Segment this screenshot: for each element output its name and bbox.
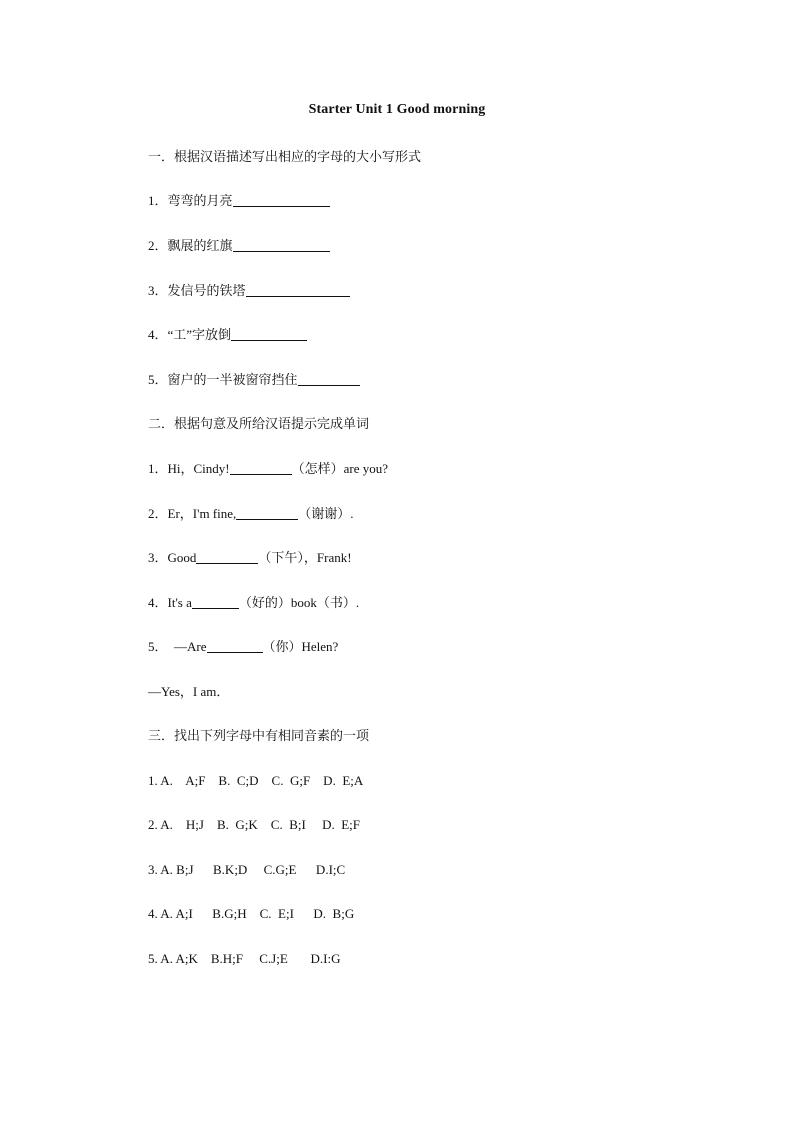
section2-item-2 <box>148 505 354 523</box>
answer-blank[interactable] <box>298 371 360 386</box>
section1-item-1 <box>148 192 330 210</box>
section3-item-1: 1. A. A;F B. C;D C. G;F D. E;A <box>148 773 364 788</box>
answer-blank[interactable] <box>207 638 263 653</box>
section3-heading: 三．找出下列字母中有相同音素的一项 <box>148 728 370 743</box>
item-text-after: （谢谢）. <box>298 506 354 521</box>
item-text-before: 1．Hi，Cindy! <box>148 461 230 476</box>
section3-item-3: 3. A. B;J B.K;D C.G;E D.I;C <box>148 862 346 877</box>
answer-blank[interactable] <box>230 460 292 475</box>
section1-item-3 <box>148 282 350 300</box>
item-text-after: （好的）book（书）. <box>238 595 360 610</box>
answer-blank[interactable] <box>236 505 298 520</box>
answer-blank[interactable] <box>233 237 330 252</box>
item-text: 5．窗户的一半被窗帘挡住 <box>148 372 298 387</box>
item-text: 4．“工”字放倒 <box>148 327 232 342</box>
item-text-before: 3．Good <box>148 550 197 565</box>
section2-reply: —Yes，I am． <box>148 684 230 699</box>
item-text-after: （下午），Frank! <box>258 550 352 565</box>
section3-item-5: 5. A. A;K B.H;F C.J;E D.I:G <box>148 951 341 966</box>
section1-item-4 <box>148 326 307 344</box>
section2-item-4 <box>148 594 359 612</box>
section3-item-2: 2. A. H;J B. G;K C. B;I D. E;F <box>148 817 360 832</box>
answer-blank[interactable] <box>196 549 258 564</box>
page-title: Starter Unit 1 Good morning <box>308 102 486 117</box>
answer-blank[interactable] <box>233 192 330 207</box>
item-text-after: （你）Helen? <box>262 639 339 654</box>
section2-item-1 <box>148 460 388 478</box>
item-text: 2．飘展的红旗 <box>148 238 233 253</box>
section2-heading: 二．根据句意及所给汉语提示完成单词 <box>148 416 370 431</box>
section2-item-5 <box>148 638 338 656</box>
answer-blank[interactable] <box>192 594 239 609</box>
item-text: 3．发信号的铁塔 <box>148 283 246 298</box>
item-text-after: （怎样）are you? <box>291 461 389 476</box>
item-text-before: 2．Er，I'm fine, <box>148 506 237 521</box>
section1-item-5 <box>148 371 360 389</box>
section3-item-4: 4. A. A;I B.G;H C. E;I D. B;G <box>148 906 355 921</box>
section2-item-3 <box>148 549 352 567</box>
item-text: 1．弯弯的月亮 <box>148 193 233 208</box>
item-text-before: 4．It's a <box>148 595 192 610</box>
item-text-before: 5． —Are <box>148 639 207 654</box>
section1-heading: 一．根据汉语描述写出相应的字母的大小写形式 <box>148 149 422 164</box>
section1-item-2 <box>148 237 330 255</box>
answer-blank[interactable] <box>246 282 350 297</box>
answer-blank[interactable] <box>231 326 307 341</box>
